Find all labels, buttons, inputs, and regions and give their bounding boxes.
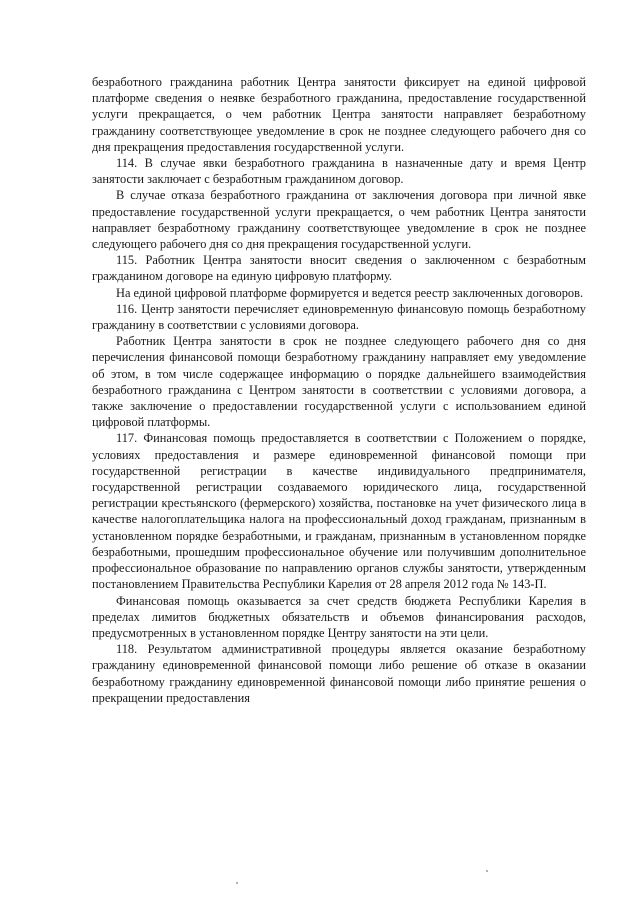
paragraph-117: 117. Финансовая помощь предоставляется в соответствии с Положением о порядке, условиях предоставления и размере единовременной финансовой помощи при государственной регистрации в качестве индивидуального предпринимателя, государственной регистрации создаваемого юридического лица, государственной регистрации крестьянского (фермерского) хозяйства, постановке на учет физического лица в качестве налогоплательщика налога на профессиональный доход гражданам, признанным в установленном порядке безработными, и гражданам, признанным в установленном порядке безработными, прошедшим профессиональное обучение или получившим дополнительное профессиональное образование по направлению органов службы занятости, утвержденным постановлением Правительства Республики Карелия от 28 апреля 2012 года № 143-П. (92, 431, 586, 592)
paragraph-118: 118. Результатом административной процедуры является оказание безработному гражданину единовременной финансовой помощи либо решение об отказе в оказании безработному гражданину единовременной финансовой помощи либо принятие решения о прекращении предоставления (92, 642, 586, 705)
document-body (92, 74, 586, 706)
paragraph-115: 115. Работник Центра занятости вносит сведения о заключенном с безработным гражданином договоре на единую цифровую платформу. (92, 253, 586, 284)
paragraph-registry: На единой цифровой платформе формируется и ведется реестр заключенных договоров. (116, 285, 584, 300)
paragraph-114: 114. В случае явки безработного гражданина в назначенные дату и время Центр занятости заключает с безработным гражданином договор. (92, 156, 586, 187)
scan-speck (236, 882, 238, 884)
paragraph-116: 116. Центр занятости перечисляет единовременную финансовую помощь безработному гражданину в соответствии с условиями договора. (92, 301, 586, 333)
paragraph-continuation: безработного гражданина работник Центра занятости фиксирует на единой цифровой платформе сведения о неявке безработного гражданина, предоставление государственной услуги прекращается, о чем работник Центра занятости направляет безработному гражданину соответствующее уведомление в срок не позднее следующего рабочего дня со дня прекращения предоставления государственной услуги. (92, 75, 586, 154)
paragraph-notification: Работник Центра занятости в срок не позднее следующего рабочего дня со дня перечисления финансовой помощи безработному гражданину направляет ему уведомление об этом, в том числе содержащее информацию о порядке дальнейшего взаимодействия безработного гражданина с Центром занятости в соответствии с условиями договора, а также заключение о предоставлении государственной услуги с использованием единой цифровой платформы. (92, 334, 586, 430)
scan-speck (486, 870, 488, 872)
paragraph-funding: Финансовая помощь оказывается за счет средств бюджета Республики Карелия в пределах лимитов бюджетных обязательств и объемов финансирования расходов, предусмотренных в установленном порядке Центру занятости на эти цели. (92, 593, 586, 640)
paragraph-refusal: В случае отказа безработного гражданина от заключения договора при личной явке предоставление государственной услуги прекращается, о чем работник Центра занятости направляет безработному гражданину соответствующее уведомление в срок не позднее следующего рабочего дня со дня прекращения государственной услуги. (92, 188, 586, 252)
